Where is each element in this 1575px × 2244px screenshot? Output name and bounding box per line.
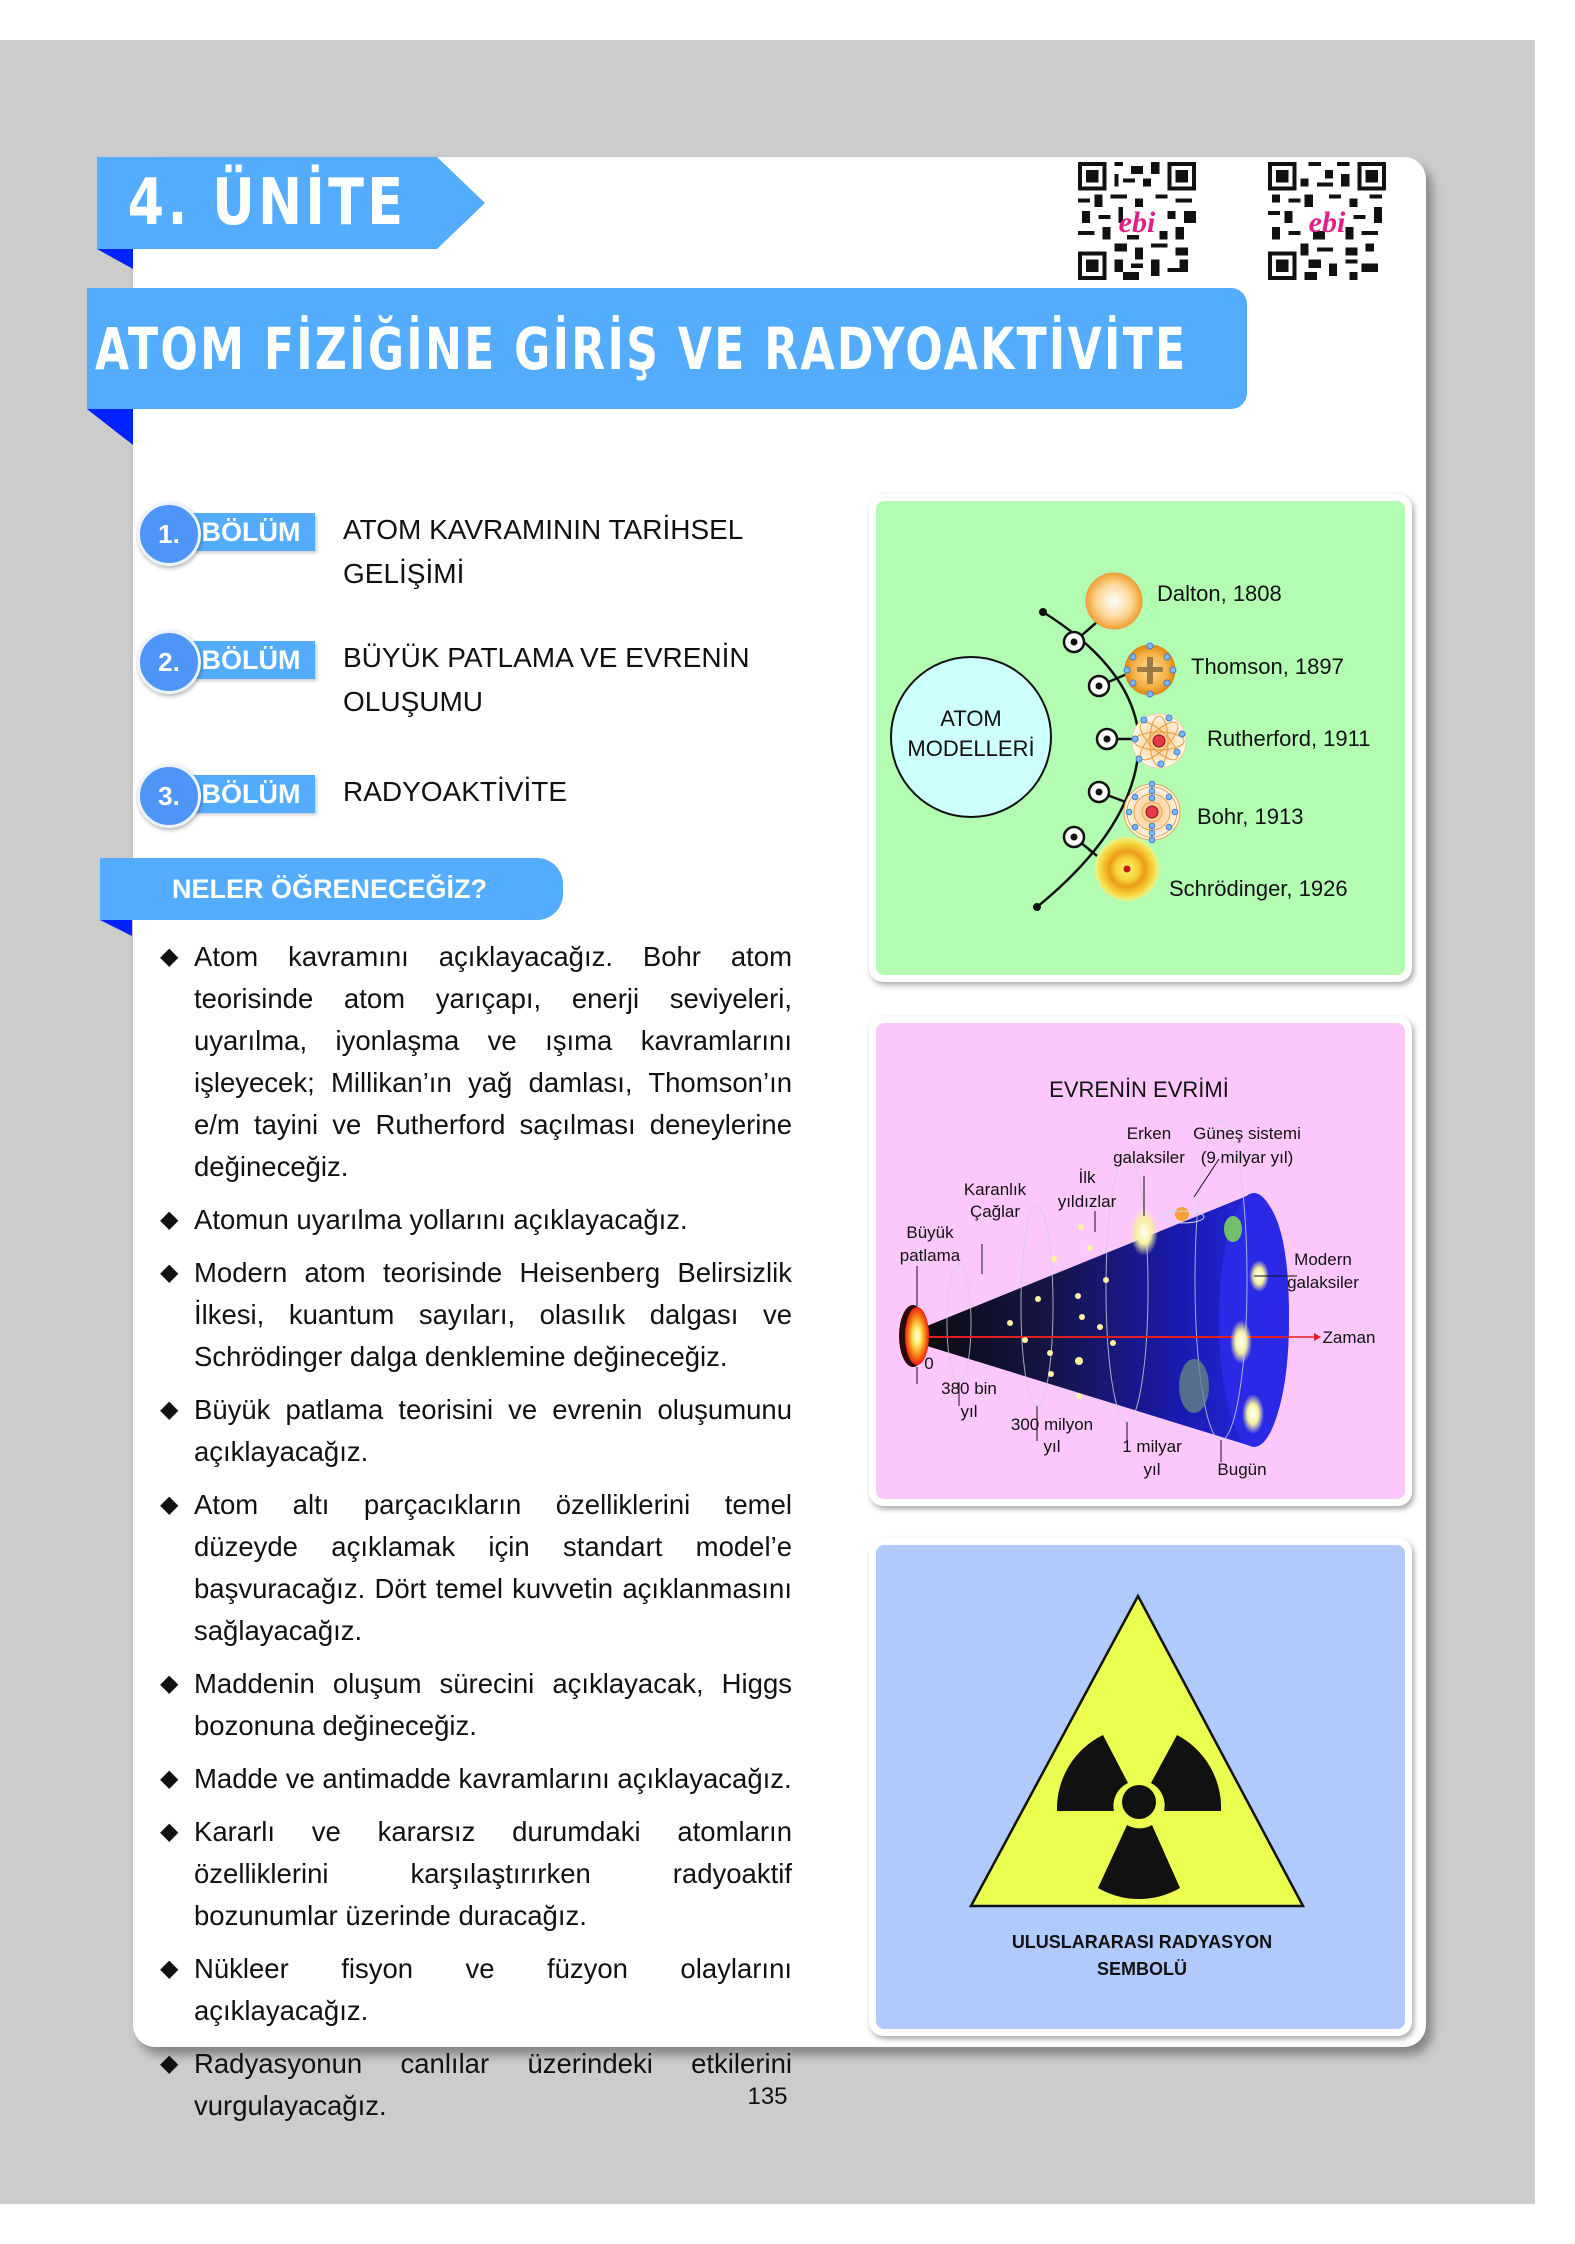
- diamond-bullet-icon: ◆: [160, 2050, 179, 2077]
- svg-text:300 milyon: 300 milyon: [1010, 1415, 1094, 1434]
- svg-text:Güneş sistemi: Güneş sistemi: [1193, 1124, 1301, 1143]
- universe-evolution-diagram: [869, 1016, 1412, 1506]
- unit-label: 4. ÜNİTE: [127, 166, 407, 240]
- diamond-bullet-icon: ◆: [160, 1765, 179, 1792]
- diamond-bullet-icon: ◆: [160, 943, 179, 970]
- diamond-bullet-icon: ◆: [160, 1206, 179, 1233]
- dalton-atom-icon: [1086, 573, 1142, 629]
- atom-model-label: Bohr, 1913: [1197, 804, 1304, 829]
- page-number: 135: [747, 2083, 788, 2110]
- list-item: ◆ Modern atom teorisinde Heisenberg Belirsizlik İlkesi, kuantum sayıları, olasılık dalgası ve Schrödinger dalga denklemine değineceğiz.: [160, 1252, 792, 1378]
- svg-text:Zaman: Zaman: [1322, 1328, 1376, 1347]
- svg-text:1 milyar: 1 milyar: [1122, 1437, 1182, 1456]
- svg-text:İlk: İlk: [1078, 1168, 1096, 1187]
- list-item: ◆ Atomun uyarılma yollarını açıklayacağız.: [160, 1199, 792, 1241]
- svg-text:yıl: yıl: [1143, 1460, 1161, 1479]
- atom-model-label: Rutherford, 1911: [1207, 726, 1371, 751]
- svg-text:(9 milyar yıl): (9 milyar yıl): [1200, 1148, 1294, 1167]
- universe-evolution-panel: [869, 1016, 1412, 1506]
- list-item: ◆ Maddenin oluşum sürecini açıklayacak, Higgs bozonuna değineceğiz.: [160, 1663, 792, 1747]
- atom-model-label: Thomson, 1897: [1191, 654, 1344, 679]
- objectives-heading: NELER ÖĞRENECEĞİZ?: [100, 858, 563, 920]
- atom-models-diagram: [869, 494, 1412, 982]
- svg-text:patlama: patlama: [899, 1246, 961, 1265]
- svg-text:Karanlık: Karanlık: [963, 1180, 1027, 1199]
- radiation-caption-1: ULUSLARARASI RADYASYON: [1011, 1932, 1273, 1952]
- qr-code-1[interactable]: [1078, 162, 1196, 280]
- list-item: ◆ Atom altı parçacıkların özelliklerini temel düzeyde açıklamak için standart model’e başvuracağız. Dört temel kuvvetin açıklanmasını sağlayacağız.: [160, 1484, 792, 1652]
- svg-text:yıldızlar: yıldızlar: [1057, 1192, 1117, 1211]
- diamond-bullet-icon: ◆: [160, 1670, 179, 1697]
- chapter-number: 3.: [137, 764, 201, 828]
- ebi-logo: ebi: [1118, 206, 1156, 239]
- svg-text:Bugün: Bugün: [1217, 1460, 1267, 1479]
- diamond-bullet-icon: ◆: [160, 1396, 179, 1423]
- ebi-logo: ebi: [1308, 206, 1346, 239]
- qr-code-2[interactable]: [1268, 162, 1386, 280]
- chapter-title: RADYOAKTİVİTE: [343, 776, 568, 807]
- svg-text:Çağlar: Çağlar: [969, 1202, 1021, 1221]
- chapter-tag: BÖLÜM: [187, 513, 315, 551]
- chapter-number: 2.: [137, 630, 201, 694]
- radiation-symbol-diagram: [869, 1538, 1412, 2036]
- universe-title: EVRENİN EVRİMİ: [1049, 1077, 1229, 1102]
- radiation-symbol-panel: [869, 1538, 1412, 2036]
- svg-text:galaksiler: galaksiler: [1113, 1148, 1185, 1167]
- list-item: ◆ Kararlı ve kararsız durumdaki atomların özelliklerini karşılaştırırken radyoaktif bozunumlar üzerinde duracağız.: [160, 1811, 792, 1937]
- diamond-bullet-icon: ◆: [160, 1259, 179, 1286]
- unit-title: ATOM FİZİĞİNE GİRİŞ VE RADYOAKTİVİTE: [95, 314, 1188, 383]
- objectives-list: [160, 936, 792, 2138]
- chapter-title: BÜYÜK PATLAMA VE EVRENİN OLUŞUMU: [343, 642, 750, 717]
- list-item: ◆ Nükleer fisyon ve füzyon olaylarını açıklayacağız.: [160, 1948, 792, 2032]
- chapter-tag: BÖLÜM: [187, 775, 315, 813]
- atom-models-title-1: ATOM: [940, 706, 1002, 731]
- svg-text:yıl: yıl: [960, 1402, 978, 1421]
- svg-text:380 bin: 380 bin: [941, 1379, 997, 1398]
- atom-model-label: Schrödinger, 1926: [1169, 876, 1348, 901]
- svg-text:Modern: Modern: [1294, 1250, 1352, 1269]
- radiation-caption-2: SEMBOLÜ: [1097, 1959, 1187, 1979]
- list-item: ◆ Büyük patlama teorisini ve evrenin oluşumunu açıklayacağız.: [160, 1389, 792, 1473]
- diamond-bullet-icon: ◆: [160, 1491, 179, 1518]
- svg-text:Erken: Erken: [1126, 1124, 1172, 1143]
- atom-model-label: Dalton, 1808: [1157, 581, 1282, 606]
- diamond-bullet-icon: ◆: [160, 1955, 179, 1982]
- chapter-number: 1.: [137, 502, 201, 566]
- diamond-bullet-icon: ◆: [160, 1818, 179, 1845]
- list-item: ◆ Madde ve antimadde kavramlarını açıklayacağız.: [160, 1758, 792, 1800]
- chapter-title: ATOM KAVRAMININ TARİHSEL GELİŞİMİ: [343, 514, 743, 589]
- chapter-tag: BÖLÜM: [187, 641, 315, 679]
- atom-models-title-2: MODELLERİ: [907, 736, 1035, 761]
- atom-models-panel: [869, 494, 1412, 982]
- svg-text:0: 0: [924, 1354, 934, 1373]
- list-item: ◆ Radyasyonun canlılar üzerindeki etkilerini vurgulayacağız.: [160, 2043, 792, 2127]
- svg-text:galaksiler: galaksiler: [1287, 1273, 1359, 1292]
- svg-text:Büyük: Büyük: [906, 1223, 954, 1242]
- svg-text:yıl: yıl: [1043, 1437, 1061, 1456]
- list-item: ◆ Atom kavramını açıklayacağız. Bohr atom teorisinde atom yarıçapı, enerji seviyeleri, uyarılma, iyonlaşma ve ışıma kavramlarını işleyecek; Millikan’ın yağ damlası, Thomson’ın e/m tayini ve Rutherford saçılması deneylerine değineceğiz.: [160, 936, 792, 1188]
